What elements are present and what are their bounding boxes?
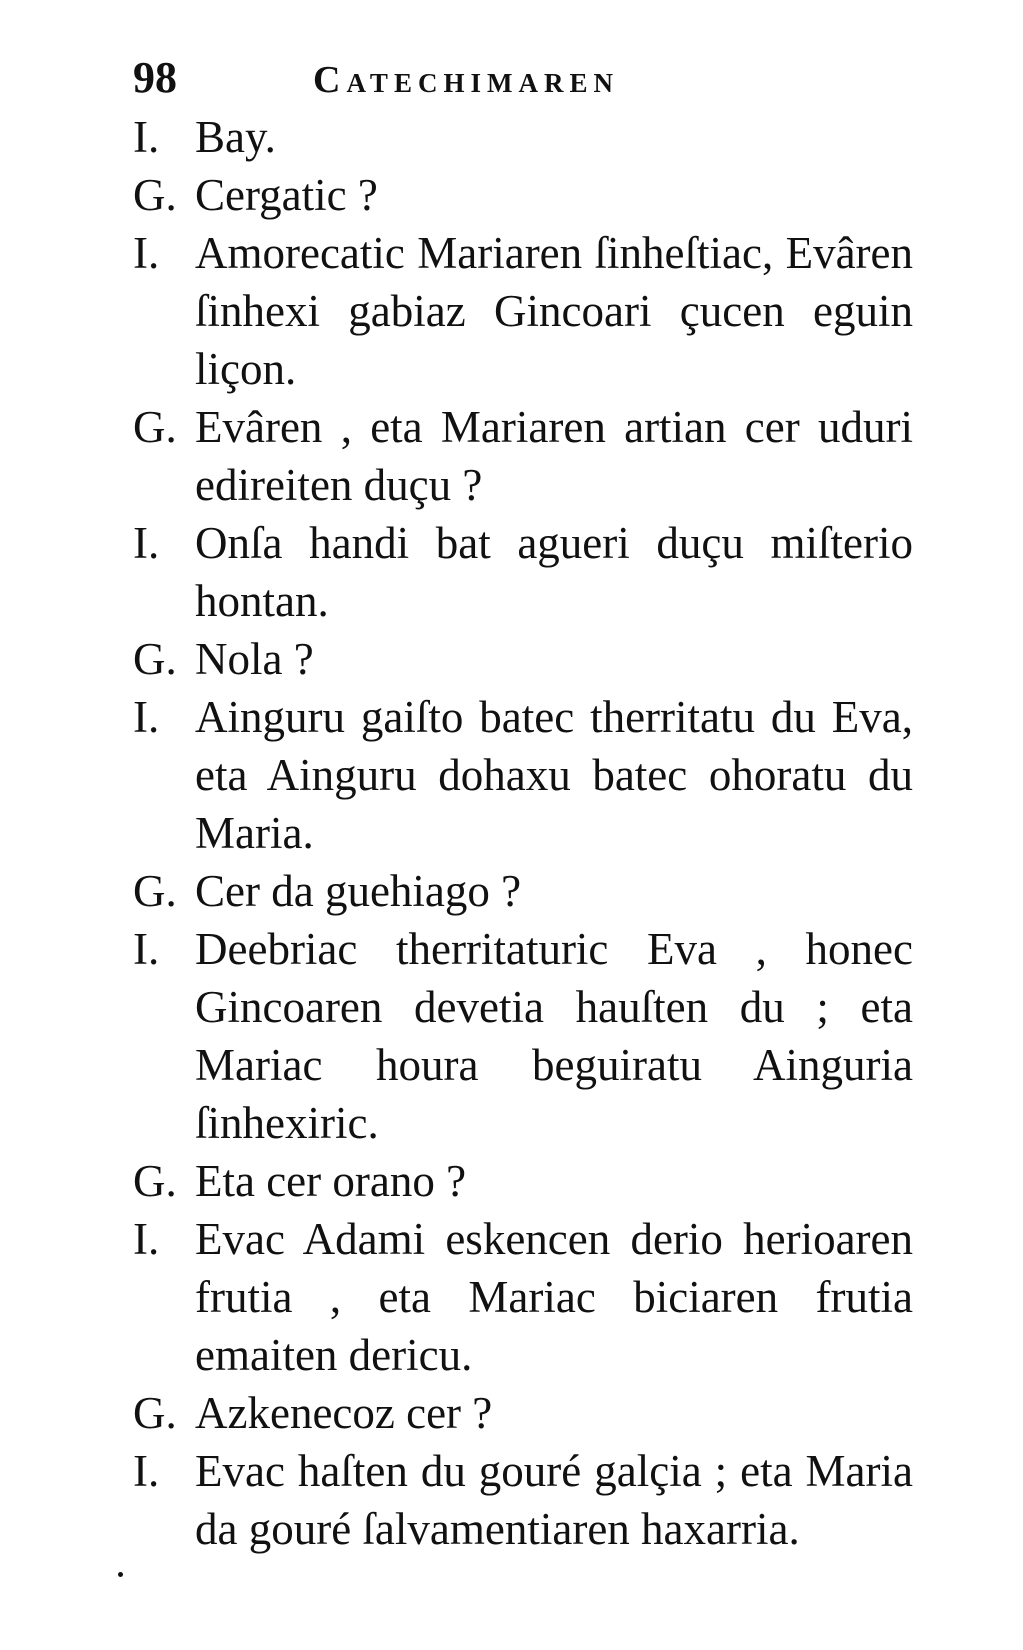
speech-text: Ainguru gaiſto batec therritatu du Eva, eta Ainguru dohaxu batec ohoratu du Maria.	[195, 692, 913, 858]
dialogue-turn	[133, 1442, 913, 1558]
speech-text: Nola ?	[195, 634, 314, 684]
speech-text: Deebriac therritaturic Eva , honec Gincoaren devetia hauſten du ; eta Mariac houra beguiratu Ainguria ſinhexiric.	[195, 924, 913, 1148]
dialogue-turn	[133, 398, 913, 514]
page-number: 98	[133, 53, 177, 102]
speaker-label: I.	[133, 924, 160, 974]
running-title: Catechimaren	[313, 59, 619, 101]
catechism-dialogue	[133, 108, 913, 1558]
speech-text: Onſa handi bat agueri duçu miſterio hontan.	[195, 518, 913, 626]
speech-text: Azkenecoz cer ?	[195, 1388, 493, 1438]
dialogue-turn	[133, 108, 913, 166]
speaker-label: G.	[133, 1388, 177, 1438]
dialogue-turn	[133, 224, 913, 398]
speech-text: Evâren , eta Mariaren artian cer uduri edireiten duçu ?	[195, 402, 913, 510]
speaker-label: I.	[133, 1214, 160, 1264]
dialogue-turn	[133, 1210, 913, 1384]
speech-text: Eta cer orano ?	[195, 1156, 467, 1206]
speaker-label: G.	[133, 402, 177, 452]
ink-speck	[118, 1572, 123, 1577]
dialogue-turn	[133, 862, 913, 920]
dialogue-turn	[133, 1152, 913, 1210]
speaker-label: G.	[133, 170, 177, 220]
speaker-label: G.	[133, 866, 177, 916]
dialogue-turn	[133, 688, 913, 862]
dialogue-turn	[133, 1384, 913, 1442]
dialogue-turn	[133, 514, 913, 630]
speaker-label: I.	[133, 518, 160, 568]
speech-text: Cer da guehiago ?	[195, 866, 522, 916]
speech-text: Evac haſten du gouré galçia ; eta Maria da gouré ſalvamentiaren haxarria.	[195, 1446, 913, 1554]
dialogue-turn	[133, 920, 913, 1152]
speech-text: Cergatic ?	[195, 170, 378, 220]
speaker-label: I.	[133, 228, 160, 278]
speaker-label: I.	[133, 112, 160, 162]
speech-text: Evac Adami eskencen derio herioaren frutia , eta Mariac biciaren frutia emaiten dericu.	[195, 1214, 913, 1380]
dialogue-turn	[133, 630, 913, 688]
speaker-label: I.	[133, 1446, 160, 1496]
speech-text: Bay.	[195, 112, 276, 162]
page-header	[133, 52, 913, 112]
speaker-label: G.	[133, 634, 177, 684]
dialogue-turn	[133, 166, 913, 224]
speech-text: Amorecatic Mariaren ſinheſtiac, Evâren ſinhexi gabiaz Gincoari çucen eguin liçon.	[195, 228, 913, 394]
speaker-label: I.	[133, 692, 160, 742]
speaker-label: G.	[133, 1156, 177, 1206]
